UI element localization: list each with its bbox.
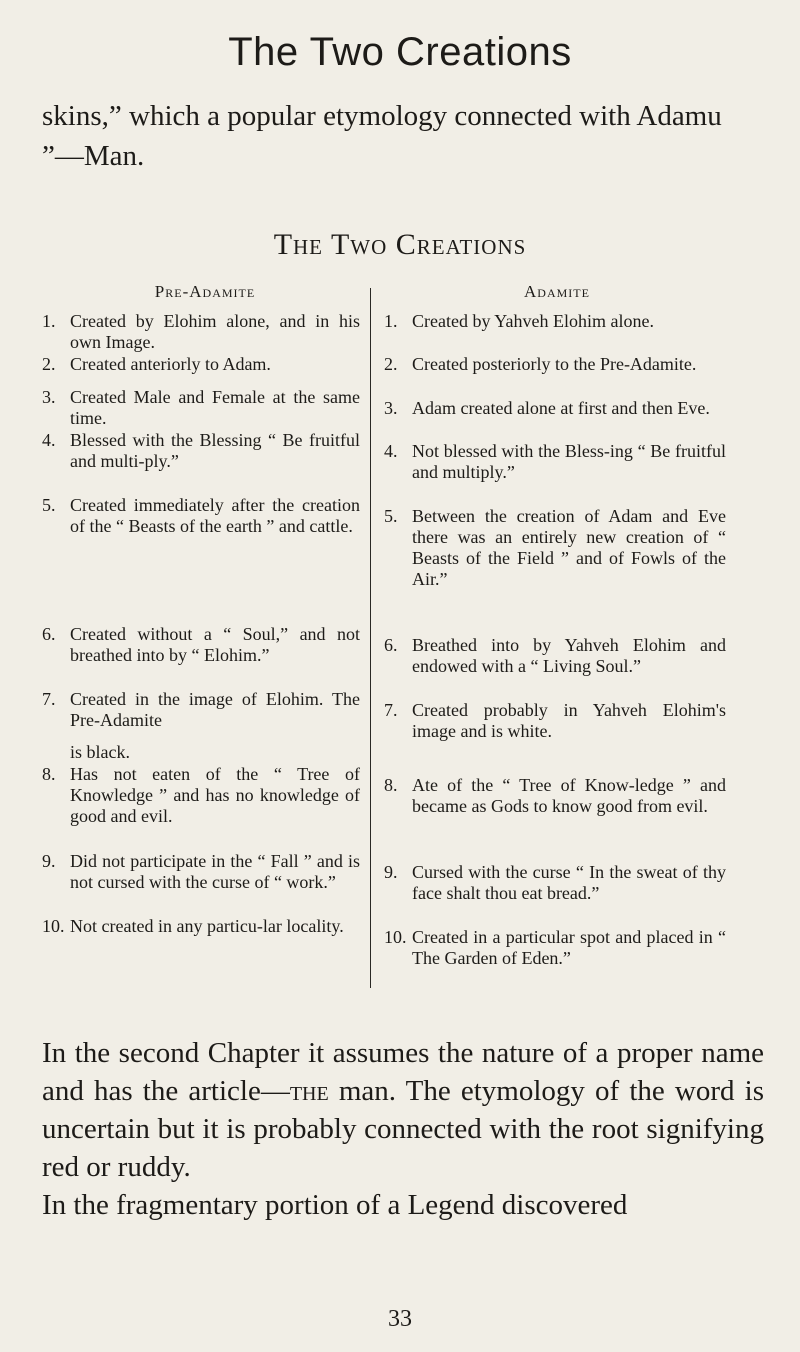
item-text: Created by Yahveh Elohim alone. bbox=[412, 311, 654, 331]
item-number: 5. bbox=[384, 506, 398, 526]
adamite-item bbox=[384, 398, 726, 419]
item-number: 2. bbox=[384, 354, 398, 374]
table-title: The Two Creations bbox=[273, 228, 527, 261]
adamite-item bbox=[384, 862, 726, 904]
item-number: 3. bbox=[42, 387, 56, 407]
item-text: Has not eaten of the “ Tree of Knowledge ” and has no knowledge of good and evil. bbox=[70, 764, 360, 826]
body-paragraph: In the fragmentary portion of a Legend discovered bbox=[42, 1189, 628, 1221]
pre-adamite-item bbox=[42, 495, 360, 537]
item-number: 6. bbox=[384, 635, 398, 655]
pre-adamite-item bbox=[42, 430, 360, 472]
item-text: Created Male and Female at the same time. bbox=[70, 387, 360, 428]
item-number: 3. bbox=[384, 398, 398, 418]
item-number: 10. bbox=[384, 927, 407, 947]
item-text: Created in the image of Elohim. The Pre-Adamite bbox=[70, 689, 360, 730]
pre-adamite-item bbox=[42, 689, 360, 731]
item-text: Adam created alone at first and then Eve. bbox=[412, 398, 710, 418]
adamite-item bbox=[384, 354, 726, 375]
item-number: 10. bbox=[42, 916, 65, 936]
adamite-item bbox=[384, 700, 726, 742]
item-text: is black. bbox=[70, 742, 130, 762]
item-number: 9. bbox=[42, 851, 56, 871]
pre-adamite-item bbox=[42, 624, 360, 666]
adamite-item bbox=[384, 506, 726, 590]
item-number: 9. bbox=[384, 862, 398, 882]
item-text: Between the creation of Adam and Eve there was an entirely new creation of “ Beasts of the Field ” and of Fowls of the Air.” bbox=[412, 506, 726, 589]
item-number: 8. bbox=[384, 775, 398, 795]
pre-adamite-item bbox=[42, 387, 360, 429]
item-number: 6. bbox=[42, 624, 56, 644]
body-text-start: In the second Chapter it assumes the nature of a proper name and has the article— bbox=[42, 1037, 764, 1107]
page-number: 33 bbox=[388, 1306, 412, 1332]
item-number: 1. bbox=[384, 311, 398, 331]
item-text: Created immediately after the creation of the “ Beasts of the earth ” and cattle. bbox=[70, 495, 360, 536]
item-number: 8. bbox=[42, 764, 56, 784]
item-number: 2. bbox=[42, 354, 56, 374]
pre-adamite-item bbox=[42, 851, 360, 893]
column-divider bbox=[370, 288, 371, 988]
left-column-heading: Pre-Adamite bbox=[154, 282, 256, 301]
item-text: Did not participate in the “ Fall ” and is not cursed with the curse of “ work.” bbox=[70, 851, 360, 892]
item-text: Breathed into by Yahveh Elohim and endowed with a “ Living Soul.” bbox=[412, 635, 726, 676]
adamite-item bbox=[384, 311, 726, 332]
body-text-end: man. The etymology of the word is uncertain but it is probably connected with the root signifying red or ruddy. bbox=[42, 1075, 765, 1183]
item-text: Created without a “ Soul,” and not breathed into by “ Elohim.” bbox=[70, 624, 360, 665]
running-head: The Two Creations bbox=[228, 30, 572, 74]
item-number: 1. bbox=[42, 311, 56, 331]
body-text-small-caps: the bbox=[289, 1075, 329, 1107]
item-number: 4. bbox=[42, 430, 56, 450]
adamite-item bbox=[384, 441, 726, 483]
pre-adamite-item bbox=[42, 742, 360, 763]
item-number: 4. bbox=[384, 441, 398, 461]
pre-adamite-item bbox=[42, 916, 360, 937]
item-number: 5. bbox=[42, 495, 56, 515]
pre-adamite-item bbox=[42, 764, 360, 827]
item-text: Cursed with the curse “ In the sweat of thy face shalt thou eat bread.” bbox=[412, 862, 726, 903]
item-number: 7. bbox=[42, 689, 56, 709]
item-text: Blessed with the Blessing “ Be fruitful and multi-ply.” bbox=[70, 430, 360, 471]
intro-paragraph: skins,” which a popular etymology connected with Adamu ”—Man. bbox=[42, 100, 722, 172]
body-paragraph bbox=[42, 1034, 764, 1186]
item-text: Created probably in Yahveh Elohim's image and is white. bbox=[412, 700, 726, 741]
right-column-heading: Adamite bbox=[524, 282, 590, 301]
item-number bbox=[42, 742, 70, 763]
item-text: Created anteriorly to Adam. bbox=[70, 354, 271, 374]
item-text: Not created in any particu-lar locality. bbox=[70, 916, 344, 936]
item-number: 7. bbox=[384, 700, 398, 720]
adamite-item bbox=[384, 635, 726, 677]
item-text: Ate of the “ Tree of Know-ledge ” and became as Gods to know good from evil. bbox=[412, 775, 726, 816]
adamite-item bbox=[384, 927, 726, 969]
item-text: Created in a particular spot and placed in “ The Garden of Eden.” bbox=[412, 927, 726, 968]
item-text: Created by Elohim alone, and in his own Image. bbox=[70, 311, 360, 352]
pre-adamite-item bbox=[42, 354, 360, 375]
pre-adamite-item bbox=[42, 311, 360, 353]
item-text: Not blessed with the Bless-ing “ Be fruitful and multiply.” bbox=[412, 441, 726, 482]
adamite-item bbox=[384, 775, 726, 817]
item-text: Created posteriorly to the Pre-Adamite. bbox=[412, 354, 697, 374]
body-text bbox=[42, 1034, 764, 1224]
